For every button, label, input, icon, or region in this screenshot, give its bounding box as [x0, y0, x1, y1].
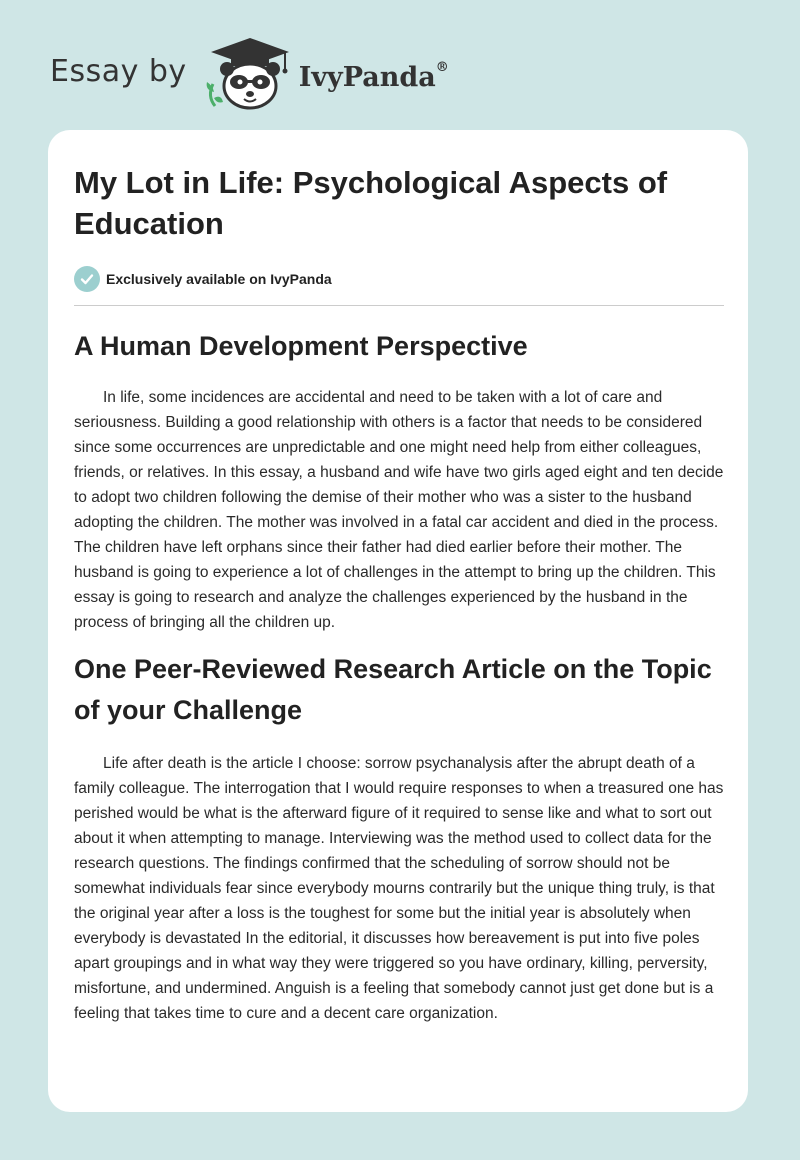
article-content [74, 162, 724, 1026]
section-paragraph: Life after death is the article I choose: sorrow psychanalysis after the abrupt death of a family colleague. The interrogation that I would require responses to when a treasured one has perished would be what is the afterward figure of it required to sense like and what to sort out about it when attempting to manage. Interviewing was the method used to collect data for the research questions. The findings confirmed that the scheduling of sorrow should not be somewhat individuals fear since everybody mourns contrarily but the unique thing truly, is that the original year after a loss is the toughest for some but the initial year is absolutely when everybody is devastated In the editorial, it discusses how bereavement is put into five poles apart groupings and in what way they were triggered so you have ordinary, killing, perversity, misfortune, and undermined. Anguish is a feeling that somebody cannot just get done but is a feeling that takes time to cure and a decent care organization. [74, 755, 724, 1022]
section-heading: One Peer-Reviewed Research Article on the Topic of your Challenge [74, 654, 712, 725]
check-icon [74, 266, 100, 292]
essay-by-label: Essay by [50, 53, 187, 89]
exclusive-badge [74, 266, 724, 292]
registered-mark: ® [435, 59, 449, 75]
divider [74, 305, 724, 306]
badge-text: Exclusively available on IvyPanda [106, 271, 332, 287]
panda-logo-icon[interactable] [205, 36, 295, 112]
article-card [48, 130, 748, 1112]
brand-text: IvyPanda [298, 61, 436, 93]
section-heading: A Human Development Perspective [74, 331, 528, 361]
site-header [50, 34, 449, 114]
section-paragraph: In life, some incidences are accidental and need to be taken with a lot of care and seriousness. Building a good relationship with others is a factor that needs to be considered since some occurrences are unpredictable and one might need help from either colleagues, friends, or relatives. In this essay, a husband and wife have two girls aged eight and ten decide to adopt two children following the demise of their mother who was a sister to the husband adopting the children. The mother was involved in a fatal car accident and died in the process. The children have left orphans since their father had died earlier before their mother. The husband is going to experience a lot of challenges in the attempt to bring up the children. This essay is going to research and analyze the challenges experienced by the husband in the process of bringing all the children up. [74, 389, 724, 631]
article-title: My Lot in Life: Psychological Aspects of Education [74, 165, 668, 241]
brand-name[interactable] [298, 59, 449, 93]
